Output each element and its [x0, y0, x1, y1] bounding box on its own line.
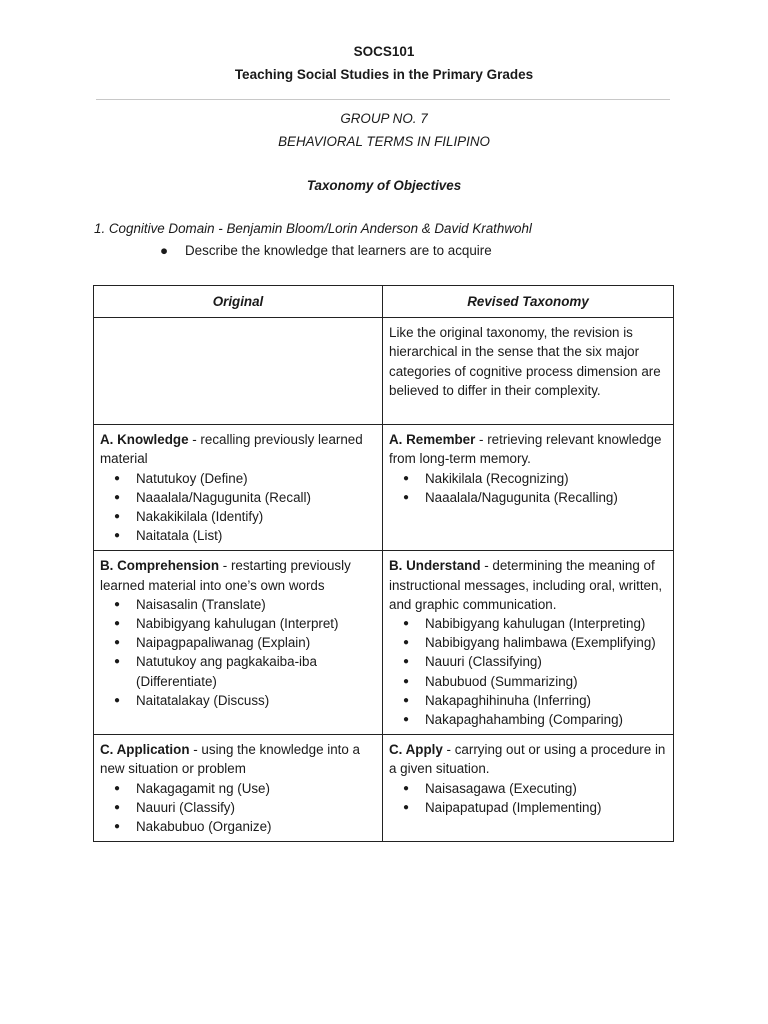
empty-cell	[94, 318, 383, 425]
list-item: ● Nakapaghihinuha (Inferring)	[425, 691, 667, 710]
domain-bullet-text: Describe the knowledge that learners are to acquire	[185, 243, 492, 258]
original-cell	[94, 425, 383, 551]
term-list	[389, 614, 667, 729]
term-list	[100, 595, 376, 710]
list-item: ● Nakikilala (Recognizing)	[425, 469, 667, 488]
course-code: SOCS101	[353, 44, 415, 59]
list-item: ● Nabubuod (Summarizing)	[425, 672, 667, 691]
list-item: ● Nakabubuo (Organize)	[136, 817, 376, 836]
table-row	[94, 425, 674, 551]
header-revised: Revised Taxonomy	[383, 286, 674, 318]
header-original: Original	[94, 286, 383, 318]
table-row	[94, 318, 674, 425]
revised-cell	[383, 425, 674, 551]
list-item: ● Nauuri (Classify)	[136, 798, 376, 817]
revised-cell	[383, 735, 674, 842]
category-desc: - determining the meaning of instructional messages, including oral, written, and graphic communication.	[389, 558, 663, 612]
list-item: ● Natutukoy ang pagkakaiba-iba (Differentiate)	[136, 652, 376, 690]
list-item: ● Nakagagamit ng (Use)	[136, 779, 376, 798]
bullet-icon: ●	[160, 243, 169, 258]
list-item: ● Naaalala/Nagugunita (Recall)	[136, 488, 376, 507]
term-list	[100, 779, 376, 837]
table-row	[94, 551, 674, 735]
list-item: ● Nabibigyang kahulugan (Interpreting)	[425, 614, 667, 633]
revised-cell	[383, 551, 674, 735]
category-term: A. Remember	[389, 432, 476, 448]
list-item: ● Naipagpapaliwanag (Explain)	[136, 633, 376, 652]
category-desc: - recalling previously learned material	[100, 432, 363, 467]
table-row	[94, 735, 674, 842]
domain-heading: 1. Cognitive Domain - Benjamin Bloom/Lorin Anderson & David Krathwohl	[94, 221, 532, 236]
list-item: ● Naaalala/Nagugunita (Recalling)	[425, 488, 667, 507]
group-number: GROUP NO. 7	[340, 111, 428, 126]
original-cell	[94, 735, 383, 842]
term-list	[389, 779, 667, 817]
term-list	[389, 469, 667, 507]
domain-bullet	[160, 243, 492, 258]
list-item: ● Nakapaghahambing (Comparing)	[425, 710, 667, 729]
category-desc: - using the knowledge into a new situation or problem	[100, 742, 361, 777]
category-term: B. Understand	[389, 558, 481, 574]
list-item: ● Nabibigyang halimbawa (Exemplifying)	[425, 633, 667, 652]
category-term: B. Comprehension	[100, 558, 220, 574]
taxonomy-table	[93, 285, 674, 842]
table-header-row	[94, 286, 674, 318]
list-item: ● Nabibigyang kahulugan (Interpret)	[136, 614, 376, 633]
category-desc: - carrying out or using a procedure in a given situation.	[389, 742, 666, 777]
category-term: C. Apply	[389, 742, 443, 758]
header-divider	[96, 99, 670, 100]
list-item: ● Naitatala (List)	[136, 526, 376, 545]
list-item: ● Naisasalin (Translate)	[136, 595, 376, 614]
section-title: Taxonomy of Objectives	[306, 178, 462, 193]
list-item: ● Nakakikilala (Identify)	[136, 507, 376, 526]
list-item: ● Naitatalakay (Discuss)	[136, 691, 376, 710]
topic-title: BEHAVIORAL TERMS IN FILIPINO	[278, 134, 490, 149]
term-list	[100, 469, 376, 546]
list-item: ● Natutukoy (Define)	[136, 469, 376, 488]
category-term: C. Application	[100, 742, 190, 758]
course-title: Teaching Social Studies in the Primary Grades	[234, 67, 534, 82]
list-item: ● Naisasagawa (Executing)	[425, 779, 667, 798]
category-desc: - restarting previously learned material into one’s own words	[100, 558, 351, 593]
list-item: ● Naipapatupad (Implementing)	[425, 798, 667, 817]
original-cell	[94, 551, 383, 735]
category-term: A. Knowledge	[100, 432, 189, 448]
list-item: ● Nauuri (Classifying)	[425, 652, 667, 671]
category-desc: - retrieving relevant knowledge from long-term memory.	[389, 432, 662, 467]
revised-intro: Like the original taxonomy, the revision is hierarchical in the sense that the six major categories of cognitive process dimension are believed to differ in their complexity.	[383, 318, 674, 425]
